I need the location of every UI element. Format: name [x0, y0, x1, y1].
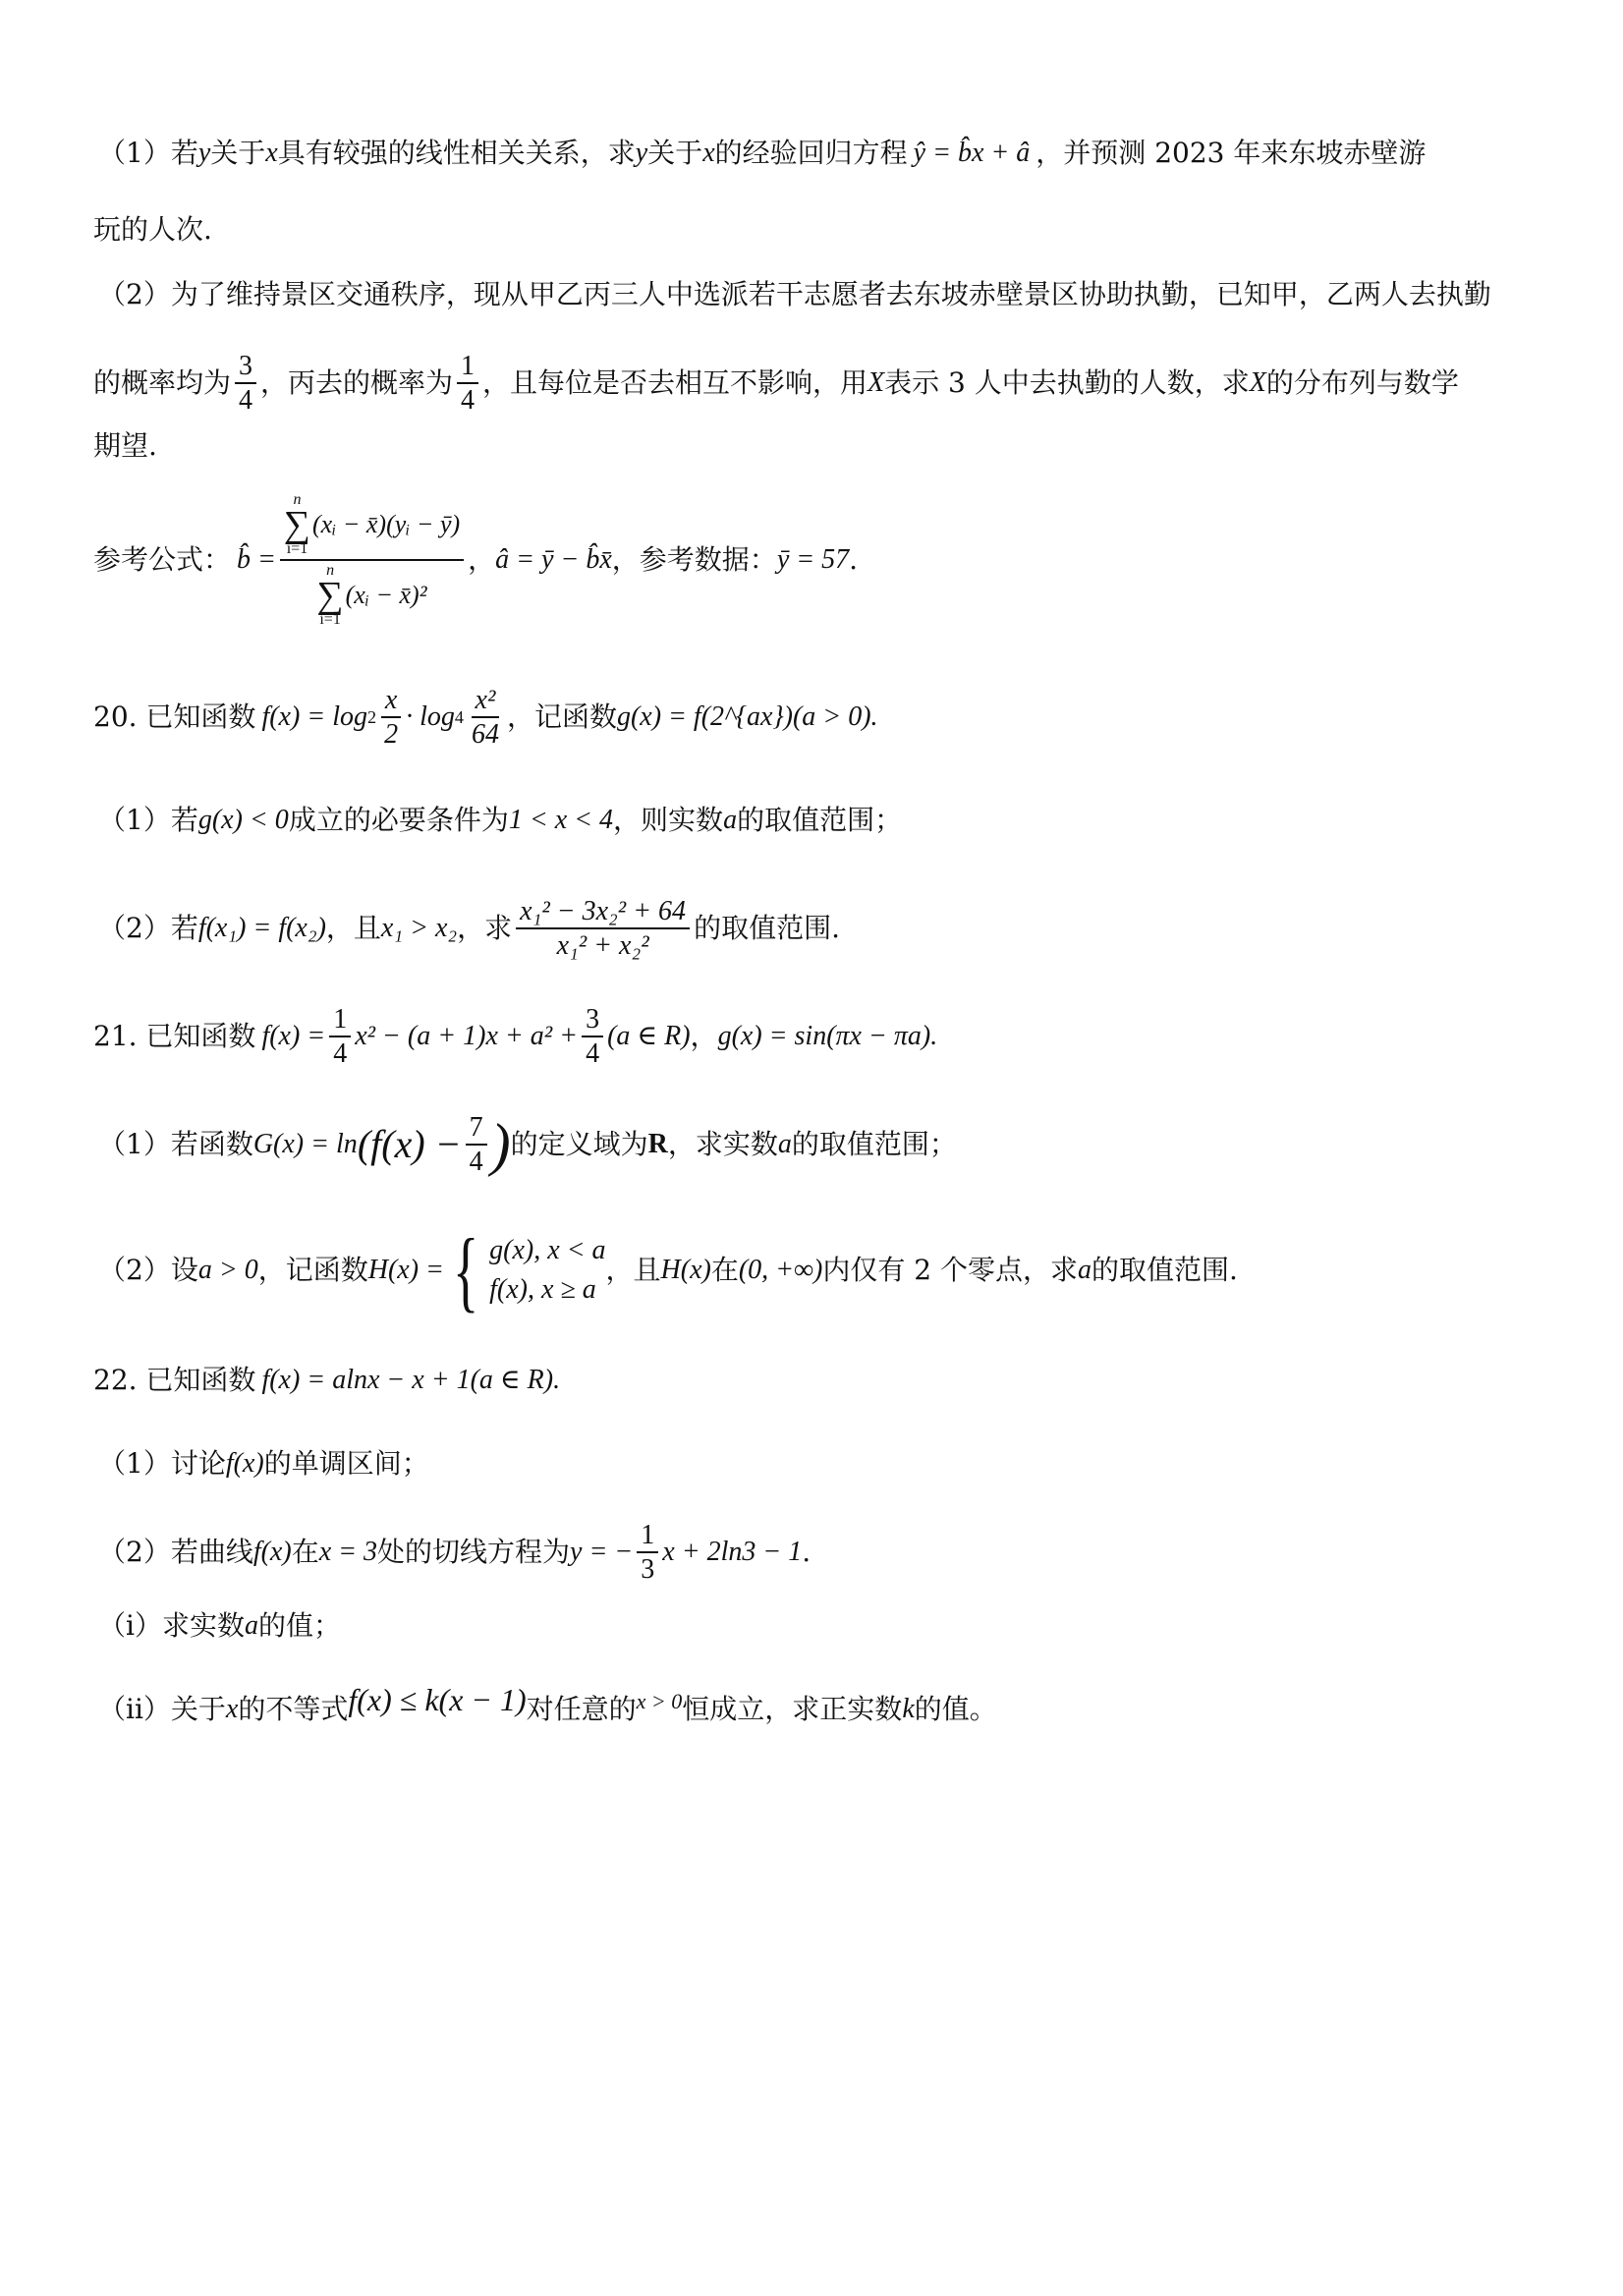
math-expr: · log: [406, 701, 455, 732]
text: 具有较强的线性相关关系，求: [277, 137, 636, 169]
sum-symbol: n ∑ i=1: [283, 491, 311, 557]
fraction-denominator: 4: [586, 1038, 600, 1069]
q20-part2: [98, 889, 1564, 968]
math-expr: (xᵢ − x̄)(yᵢ − ȳ): [312, 510, 461, 539]
fraction-numerator: 3: [235, 352, 256, 384]
fraction: [235, 352, 256, 416]
math-expr: f(x) =: [261, 1021, 326, 1051]
fraction-denominator: 2: [384, 719, 399, 750]
math-expr: x₁ > x₂: [380, 913, 458, 943]
fraction-denominator: 4: [239, 385, 253, 416]
q22-part2-ii: [98, 1682, 1564, 1729]
q21-part2: [98, 1220, 1564, 1320]
text: 恒成立，求正实数: [682, 1693, 903, 1725]
text: 的经验回归方程: [714, 137, 908, 169]
text: 内仅有 2 个零点，求: [822, 1254, 1078, 1286]
fraction-numerator: 7: [466, 1113, 487, 1146]
q20-stem: [93, 678, 1564, 756]
math-var: y: [197, 138, 211, 168]
text: ，并预测 2023 年来东坡赤壁游: [1035, 137, 1427, 169]
math-var: k: [902, 1694, 915, 1724]
text: 的值；: [257, 1609, 341, 1642]
real-set: R: [647, 1129, 668, 1159]
math-expr: x + 2ln3 − 1: [662, 1537, 803, 1567]
math-expr: (xᵢ − x̄)²: [345, 581, 427, 610]
math-var: a: [723, 805, 738, 835]
math-expr: f(x): [252, 1537, 292, 1567]
fraction-numerator: x₁² − 3x₂² + 64: [516, 897, 690, 929]
text: 的分布列与数学: [1265, 366, 1459, 399]
fraction: [466, 1113, 487, 1177]
log-base: 4: [454, 707, 464, 727]
text: ，求实数: [667, 1128, 778, 1160]
fraction-denominator: 3: [641, 1554, 655, 1585]
math-var: x: [225, 1694, 239, 1724]
math-expr: ȳ = 57: [776, 544, 850, 575]
question-number: 22. 已知函数: [93, 1364, 256, 1396]
text: 在: [710, 1254, 739, 1286]
q19-part2-line3: [93, 426, 1564, 466]
math-expr: b̂ =: [237, 544, 276, 575]
q19-part1-line2: [93, 210, 1564, 250]
text: 对任意的: [526, 1693, 637, 1725]
fraction: [457, 352, 478, 416]
text: （1）若: [98, 804, 198, 836]
math-expr: x² − (a + 1)x + a² +: [355, 1021, 579, 1051]
text: （ii）关于: [98, 1693, 226, 1725]
math-expr: H(x): [660, 1255, 711, 1285]
math-paren: ): [490, 1112, 511, 1177]
fraction-numerator: 1: [329, 1005, 351, 1037]
math-var: a: [1078, 1255, 1091, 1285]
piecewise-cases: [489, 1231, 605, 1310]
question-number: 21. 已知函数: [93, 1020, 256, 1052]
q21-part1: [98, 1105, 1564, 1184]
math-var: y: [635, 138, 648, 168]
q19-part2-line2: [93, 349, 1564, 418]
text: （2）若曲线: [98, 1536, 253, 1568]
math-expr: f(x) = alnx − x + 1(a ∈ R).: [261, 1365, 561, 1395]
math-expr: f(x) = log: [261, 701, 367, 732]
fraction-denominator: [313, 561, 431, 628]
math-var: a: [777, 1129, 792, 1159]
text: ，且每位是否去相互不影响，用: [482, 366, 868, 399]
q21-stem: [93, 997, 1564, 1076]
text: ，求: [457, 912, 513, 944]
reference-formula: [93, 491, 1564, 628]
q19-part2-line1: [98, 275, 1564, 314]
q22-part1: [98, 1444, 1564, 1484]
fraction: [582, 1005, 603, 1069]
text: （1）若: [98, 137, 198, 169]
sum-symbol: n ∑ i=1: [316, 562, 344, 628]
fraction: [380, 686, 402, 750]
math-var: x: [265, 138, 278, 168]
sum-lower: i=1: [286, 540, 308, 557]
math-expr: â = ȳ − b̂x̄: [495, 544, 612, 575]
sum-lower: i=1: [319, 611, 341, 628]
text: 在: [291, 1536, 319, 1568]
fraction-denominator: 4: [333, 1038, 348, 1069]
math-var: x: [702, 138, 715, 168]
text: 的单调区间；: [263, 1447, 429, 1480]
math-expr: (a ∈ R): [607, 1021, 691, 1051]
q20-part1: [98, 801, 1564, 840]
fraction-denominator: 4: [469, 1147, 483, 1177]
text: 期望.: [93, 429, 157, 462]
text: 的不等式: [238, 1693, 349, 1725]
text: （2）设: [98, 1254, 198, 1286]
fraction: [637, 1521, 658, 1585]
math-expr: a > 0: [197, 1255, 258, 1285]
fraction-numerator: 1: [457, 352, 478, 384]
text: 参考公式：: [93, 543, 232, 576]
text: ，: [468, 543, 496, 576]
text: 的取值范围；: [791, 1128, 957, 1160]
math-expr: (0, +∞): [738, 1255, 823, 1285]
text: 关于: [210, 137, 266, 169]
text: 成立的必要条件为: [288, 804, 509, 836]
math-expr: H(x) =: [367, 1255, 444, 1285]
fraction-denominator: 64: [471, 719, 499, 750]
q22-stem: [93, 1361, 1564, 1400]
math-expr: f(x₁) = f(x₂): [197, 913, 326, 943]
text: .: [802, 1536, 812, 1568]
text: ，参考数据：: [611, 543, 777, 576]
fraction-numerator: x²: [472, 686, 500, 718]
fraction-numerator: 3: [582, 1005, 603, 1037]
text: ，记函数: [257, 1254, 368, 1286]
text: 的概率均为: [93, 366, 232, 399]
math-var: X: [1249, 367, 1266, 398]
math-expr: g(x) = f(2^{ax})(a > 0).: [616, 701, 878, 732]
brace-icon: {: [452, 1220, 479, 1320]
math-expr: 1 < x < 4: [508, 805, 614, 835]
q22-part2-i: [98, 1606, 1564, 1646]
text: （1）讨论: [98, 1447, 226, 1480]
text: ，丙去的概率为: [260, 366, 454, 399]
text: 的定义域为: [510, 1128, 648, 1160]
text: 玩的人次.: [93, 213, 212, 246]
math-expr: g(x) = sin(πx − πa).: [717, 1021, 938, 1051]
q22-part2: [98, 1513, 1564, 1592]
text: 的取值范围.: [1091, 1254, 1238, 1286]
text: 关于: [647, 137, 703, 169]
fraction-denominator: 4: [461, 385, 476, 416]
case: f(x), x ≥ a: [489, 1274, 596, 1305]
fraction-numerator: 1: [637, 1521, 658, 1553]
math-expr: f(x): [225, 1448, 264, 1479]
math-expr: f(x) ≤ k(x − 1): [348, 1682, 527, 1717]
question-number: 20. 已知函数: [93, 700, 256, 733]
fraction-numerator: [280, 492, 464, 561]
log-base: 2: [366, 707, 377, 727]
text: 表示 3 人中去执勤的人数，求: [884, 366, 1250, 399]
text: 的值。: [914, 1693, 997, 1725]
math-expr: x > 0: [636, 1689, 683, 1713]
text: .: [849, 543, 859, 576]
piecewise: [444, 1220, 606, 1320]
math-expr: x = 3: [318, 1537, 378, 1567]
math-expr: G(x) = ln: [252, 1129, 358, 1159]
text: ，且: [605, 1254, 661, 1286]
text: 的取值范围；: [737, 804, 903, 836]
text: ，则实数: [613, 804, 724, 836]
text: （i）求实数: [98, 1609, 245, 1642]
fraction: [329, 1005, 351, 1069]
text: ，且: [325, 912, 381, 944]
text: ，记函数: [506, 700, 617, 733]
math-var: X: [867, 367, 885, 398]
sum-upper: n: [326, 562, 335, 579]
fraction-denominator: x₁² + x₂²: [556, 930, 649, 961]
text: （1）若函数: [98, 1128, 253, 1160]
case: g(x), x < a: [489, 1235, 606, 1265]
fraction-numerator: x: [381, 686, 401, 718]
regression-fraction: [280, 492, 464, 628]
fraction: [516, 897, 690, 961]
text: 的取值范围.: [694, 912, 840, 944]
math-expr: g(x) < 0: [197, 805, 289, 835]
q19-part1-line1: [98, 134, 1564, 173]
text: ，: [690, 1020, 718, 1052]
math-var: a: [244, 1610, 258, 1641]
math-expr: y = −: [570, 1537, 634, 1567]
text: 处的切线方程为: [377, 1536, 571, 1568]
math-expr: (f(x) −: [357, 1122, 462, 1166]
text: （2）若: [98, 912, 198, 944]
text: （2）为了维持景区交通秩序，现从甲乙丙三人中选派若干志愿者去东坡赤壁景区协助执勤，已知甲，乙两人去执勤: [98, 278, 1491, 310]
regression-equation: ŷ = b̂x + â: [913, 138, 1031, 168]
fraction: [468, 686, 503, 750]
sum-upper: n: [293, 491, 302, 508]
